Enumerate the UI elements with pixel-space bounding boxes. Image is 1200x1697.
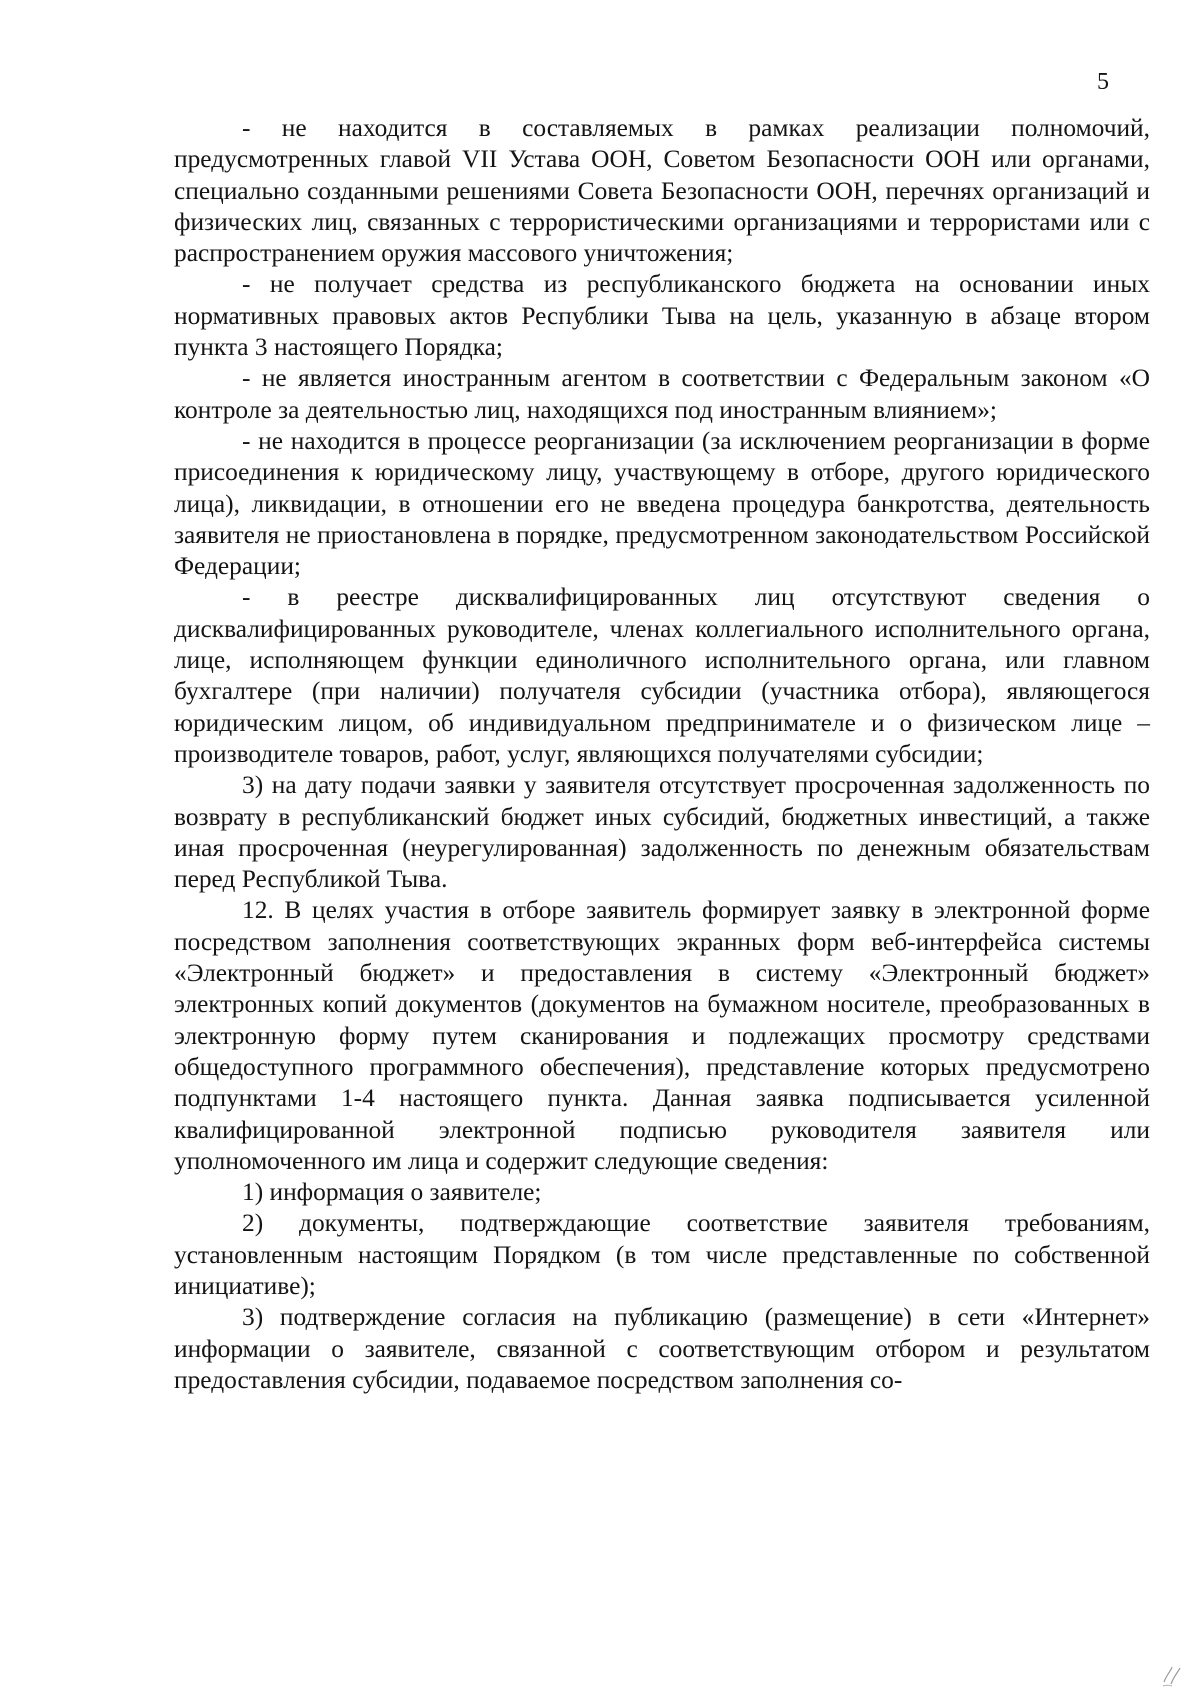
paragraph-foreign-agent: - не является иностранным агентом в соответствии с Федеральным законом «О контроле за деятельностью лиц, находящихся под иностранным влиянием»; bbox=[174, 364, 1150, 424]
paragraph-reorganization: - не находится в процессе реорганизации (за исключением реорганизации в форме присоединения к юридическому лицу, участвующему в отборе, другого юридического лица), ликвидации, в отношении его не введена процедура банкротства, деятельность заявителя не приостановлена в порядке, предусмотренном законодательством Российской Федерации; bbox=[174, 426, 1150, 581]
paragraph-no-other-funds: - не получает средства из республиканского бюджета на основании иных нормативных правовых актов Республики Тыва на цель, указанную в абзаце втором пункта 3 настоящего Порядка; bbox=[174, 270, 1150, 362]
paragraph-subitem-1: 1) информация о заявителе; bbox=[242, 1178, 542, 1207]
page-number: 5 bbox=[1097, 69, 1109, 95]
document-body bbox=[174, 113, 1150, 1396]
paragraph-subitem-2: 2) документы, подтверждающие соответствие заявителя требованиям, установленным настоящим Порядком (в том числе представленные по собственной инициативе); bbox=[174, 1209, 1150, 1300]
paragraph-item-12: 12. В целях участия в отборе заявитель формирует заявку в электронной форме посредством заполнения соответствующих экранных форм веб-интерфейса системы «Электронный бюджет» и предоставления в систему «Электронный бюджет» электронных копий документов (документов на бумажном носителе, преобразованных в электронную форму путем сканирования и подлежащих просмотру средствами общедоступного программного обеспечения), представление которых предусмотрено подпунктами 1-4 настоящего пункта. Данная заявка подписывается усиленной квалифицированной электронной подписью руководителя заявителя или уполномоченного им лица и содержит следующие сведения: bbox=[174, 896, 1150, 1175]
paragraph-no-debt: 3) на дату подачи заявки у заявителя отсутствует просроченная задолженность по возврату в республиканский бюджет иных субсидий, бюджетных инвестиций, а также иная просроченная (неурегулированная) задолженность по денежным обязательствам перед Республикой Тыва. bbox=[174, 771, 1150, 894]
handwritten-mark-icon bbox=[1160, 1662, 1186, 1688]
paragraph-disqualified-persons: - в реестре дисквалифицированных лиц отсутствуют сведения о дисквалифицированных руководителе, членах коллегиального исполнительного органа, лице, исполняющем функции единоличного исполнительного органа, или главном бухгалтере (при наличии) получателя субсидии (участника отбора), являющегося юридическим лицом, об индивидуальном предпринимателе и о физическом лице – производителе товаров, работ, услуг, являющихся получателями субсидии; bbox=[174, 583, 1150, 768]
paragraph-subitem-3: 3) подтверждение согласия на публикацию (размещение) в сети «Интернет» информации о заявителе, связанной с соответствующим отбором и результатом предоставления субсидии, подаваемое посредством заполнения со- bbox=[174, 1303, 1150, 1394]
paragraph-terrorism-list: - не находится в составляемых в рамках реализации полномочий, предусмотренных главой VII Устава ООН, Советом Безопасности ООН или органами, специально созданными решениями Совета Безопасности ООН, перечнях организаций и физических лиц, связанных с террористическими организациями и террористами или с распространением оружия массового уничтожения; bbox=[174, 114, 1150, 268]
